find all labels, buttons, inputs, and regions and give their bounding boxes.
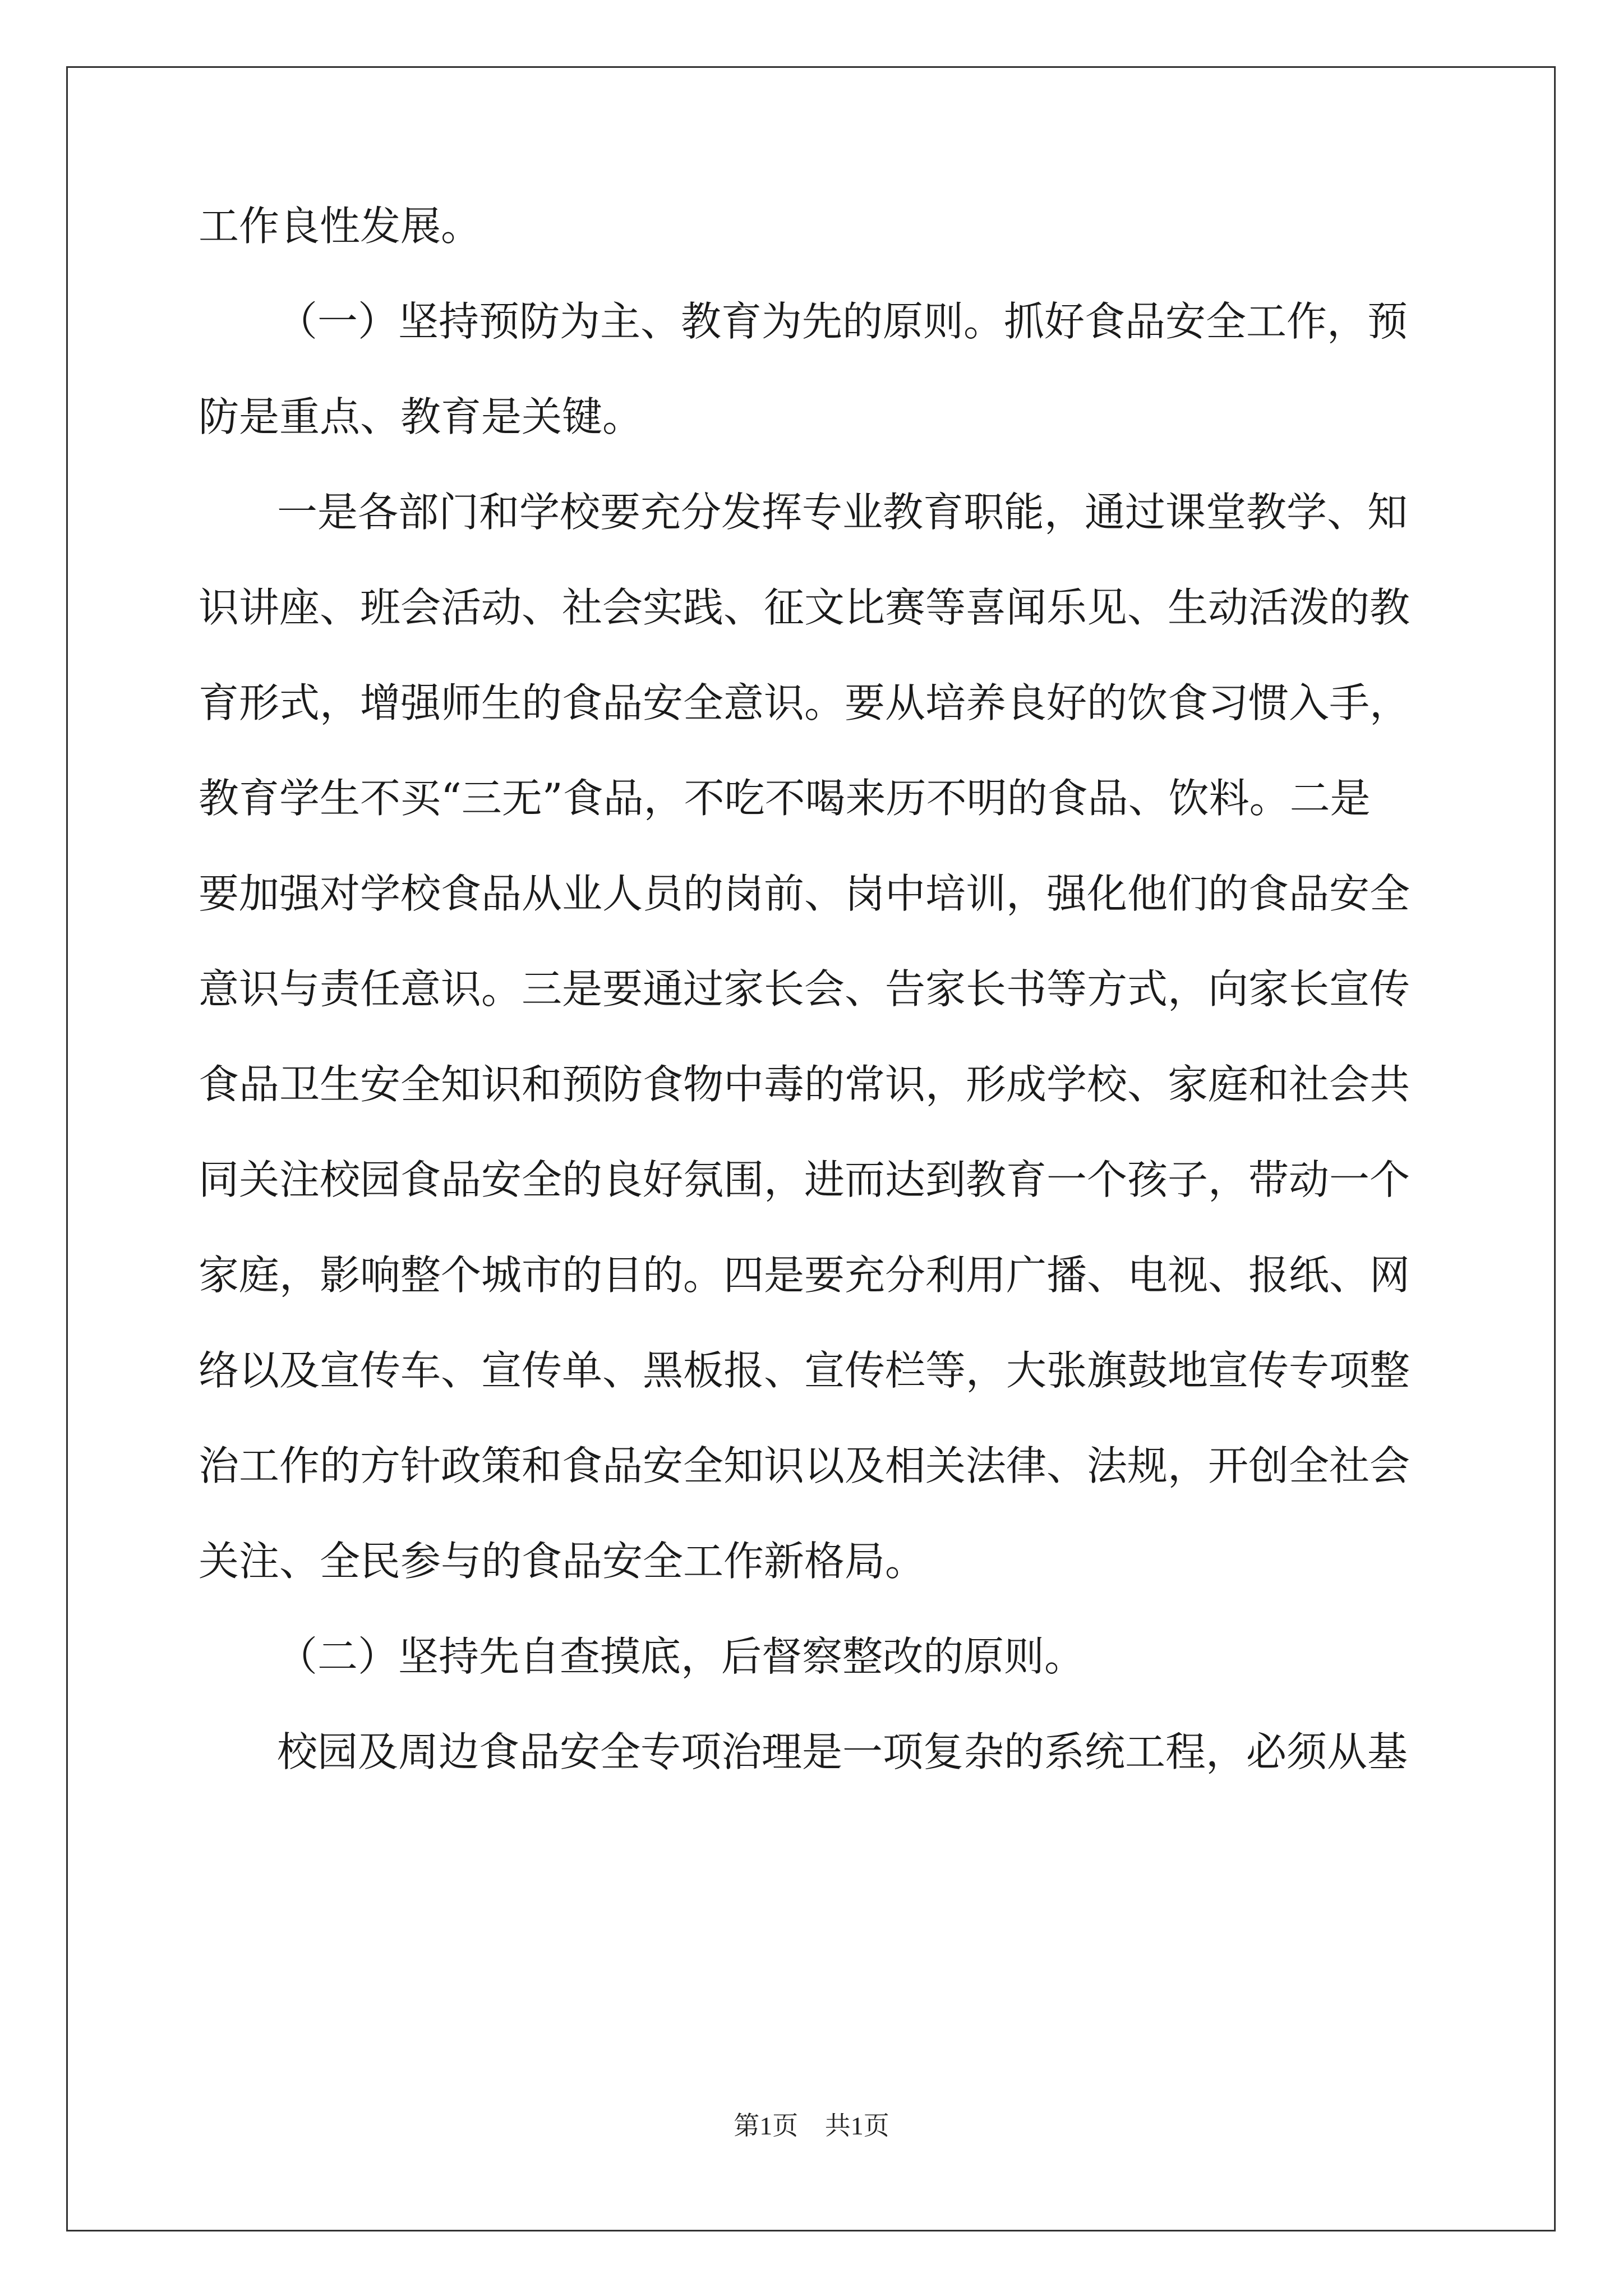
text-line: 家庭，影响整个城市的目的。四是要充分利用广播、电视、报纸、网 xyxy=(199,1251,1410,1299)
page-total: 共1页 xyxy=(824,2111,889,2140)
text-line: 食品卫生安全知识和预防食物中毒的常识，形成学校、家庭和社会共 xyxy=(199,1061,1410,1108)
text-line: 关注、全民参与的食品安全工作新格局。 xyxy=(199,1538,926,1585)
section-heading-2: （二）坚持先自查摸底，后督察整改的原则。 xyxy=(277,1633,1085,1680)
page-number: 第1页 xyxy=(734,2111,799,2140)
text-line: 育形式，增强师生的食品安全意识。要从培养良好的饮食习惯入手， xyxy=(199,679,1410,726)
text-line: 同关注校园食品安全的良好氛围，进而达到教育一个孩子，带动一个 xyxy=(199,1156,1410,1203)
text-line: 工作良性发展。 xyxy=(199,203,482,250)
paragraph-start: 一是各部门和学校要充分发挥专业教育职能，通过课堂教学、知 xyxy=(277,489,1408,536)
text-line: 防是重点、教育是关键。 xyxy=(199,393,643,440)
text-line: 识讲座、班会活动、社会实践、征文比赛等喜闻乐见、生动活泼的教 xyxy=(199,584,1410,631)
text-line: 络以及宣传车、宣传单、黑板报、宣传栏等，大张旗鼓地宣传专项整 xyxy=(199,1347,1410,1394)
paragraph-start: 校园及周边食品安全专项治理是一项复杂的系统工程，必须从基 xyxy=(277,1728,1408,1775)
section-heading-1: （一）坚持预防为主、教育为先的原则。抓好食品安全工作，预 xyxy=(277,298,1408,345)
page-footer xyxy=(0,2109,1623,2143)
text-line: 教育学生不买“三无”食品，不吃不喝来历不明的食品、饮料。二是 xyxy=(199,775,1371,822)
text-line: 治工作的方针政策和食品安全知识以及相关法律、法规，开创全社会 xyxy=(199,1442,1410,1489)
text-line: 意识与责任意识。三是要通过家长会、告家长书等方式，向家长宣传 xyxy=(199,965,1410,1013)
text-line: 要加强对学校食品从业人员的岗前、岗中培训，强化他们的食品安全 xyxy=(199,870,1410,917)
